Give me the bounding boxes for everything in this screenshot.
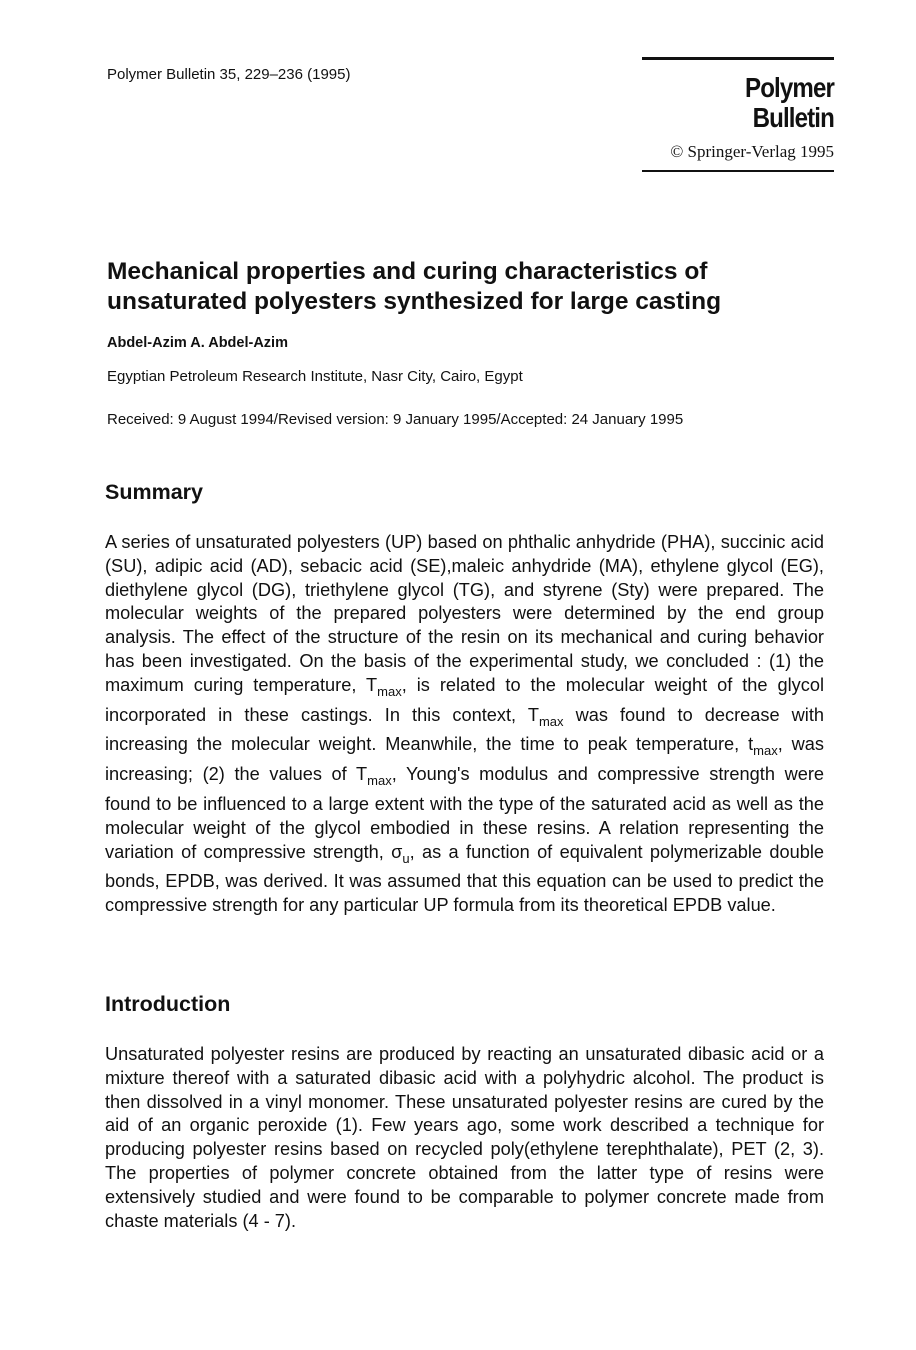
summary-text: , as a function of equivalent polymerizable double bonds, EPDB, was derived. It was assumed that this equation can be used to predict the compressive strength for any particular UP formula from its theoretical EPDB value. (105, 841, 825, 916)
summary-paragraph (105, 531, 824, 918)
received-dates: Received: 9 August 1994/Revised version: 9 January 1995/Accepted: 24 January 1995 (107, 411, 684, 428)
masthead-bottom-rule (642, 170, 834, 172)
subscript: max (538, 713, 564, 729)
introduction-paragraph: Unsaturated polyester resins are produced by reacting an unsaturated dibasic acid or a mixture thereof with a saturated dibasic acid with a polyhydric alcohol. The product is then dissolved in a vinyl monomer. These unsaturated polyester resins are cured by the aid of an organic peroxide (1). Few years ago, some work described a technique for producing polyester resins based on recycled poly(ethylene terephthalate), PET (2, 3). The properties of polymer concrete obtained from the latter type of resins were extensively studied and were found to be comparable to polymer concrete made from chaste materials (4 - 7). (105, 1044, 824, 1231)
subscript: max (367, 773, 392, 789)
summary-text: , is related to the molecular weight of the glycol incorporated in these castings. In this context, T (105, 674, 824, 725)
introduction-heading: Introduction (105, 992, 231, 1016)
summary-text: , Young's modulus and compressive strength were found to be influenced to a large extent with the type of the saturated acid as well as the molecular weight of the glycol embodied in these resins. A relation representing the variation of compressive strength, σ (105, 764, 824, 862)
summary-text: A series of unsaturated polyesters (UP) based on phthalic anhydride (PHA), succinic acid (SU), adipic acid (AD), sebacic acid (SE),maleic anhydride (MA), ethylene glycol (EG), diethylene glycol (DG), triethylene glycol (TG), and styrene (Sty) were prepared. The molecular weights of the prepared polyesters were determined by the end group analysis. The effect of the structure of the resin on its mechanical and curing behavior has been investigated. On the basis of the experimental study, we concluded : (1) the maximum curing temperature, T (105, 532, 824, 695)
author-name: Abdel-Azim A. Abdel-Azim (107, 335, 288, 351)
subscript: max (753, 743, 778, 759)
journal-name: Polymer Bulletin (744, 72, 834, 133)
article-title: Mechanical properties and curing characteristics of unsaturated polyesters synthesized for large casting (107, 258, 722, 315)
summary-text: was found to decrease with increasing the molecular weight. Meanwhile, the time to peak temperature, t (105, 704, 825, 755)
subscript: max (377, 683, 402, 699)
summary-text: , was increasing; (2) the values of T (105, 734, 825, 785)
author-affiliation: Egyptian Petroleum Research Institute, Nasr City, Cairo, Egypt (107, 368, 523, 385)
journal-masthead (642, 57, 834, 172)
journal-citation: Polymer Bulletin 35, 229–236 (1995) (107, 66, 351, 83)
copyright-notice: © Springer-Verlag 1995 (670, 142, 834, 161)
summary-heading: Summary (105, 480, 203, 504)
masthead-top-rule (642, 57, 834, 60)
subscript: u (402, 850, 410, 866)
